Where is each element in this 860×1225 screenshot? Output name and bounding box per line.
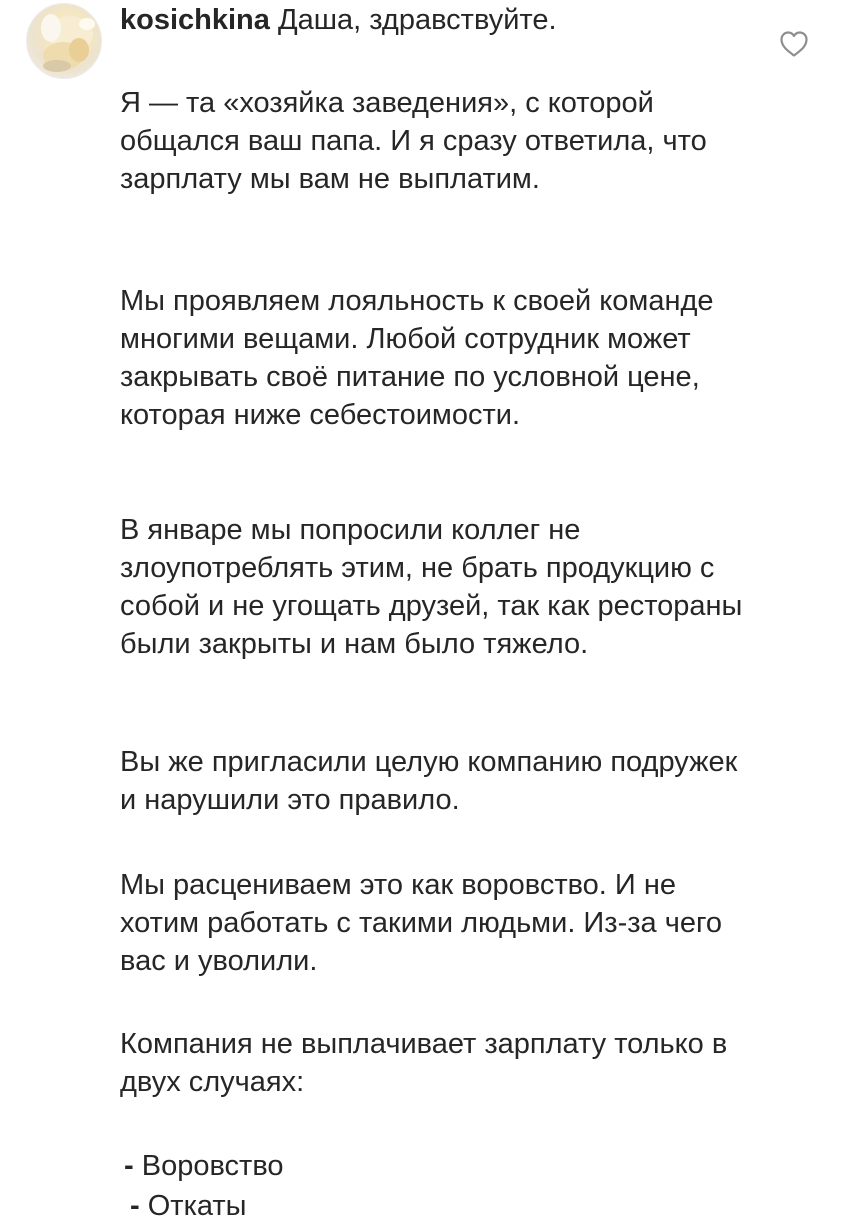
heart-outline-icon[interactable] bbox=[779, 30, 809, 58]
avatar[interactable] bbox=[26, 3, 102, 79]
comment-header bbox=[120, 0, 557, 40]
list-bullet: - bbox=[130, 1190, 140, 1222]
comment-paragraph: Компания не выплачивает зарплату только в двух случаях: bbox=[120, 1028, 728, 1098]
list-item-text: Воровство bbox=[141, 1150, 284, 1182]
comment-paragraph: Мы проявляем лояльность к своей команде многими вещами. Любой сотрудник может закрывать своё питание по условной цене, которая ниже себестоимости. bbox=[120, 285, 714, 431]
comment-paragraph: Вы же пригласили целую компанию подружек и нарушили это правило. bbox=[120, 746, 738, 816]
list-item bbox=[124, 1147, 284, 1185]
comment-paragraph: В январе мы попросили коллег не злоупотреблять этим, не брать продукцию с собой и не угощать друзей, так как рестораны были закрыты и нам было тяжело. bbox=[120, 514, 743, 660]
list-item bbox=[130, 1187, 247, 1225]
comment-paragraph: Мы расцениваем это как воровство. И не хотим работать с такими людьми. Из-за чего вас и уволили. bbox=[120, 869, 723, 977]
comment-paragraph: Я — та «хозяйка заведения», с которой общался ваш папа. И я сразу ответила, что зарплату мы вам не выплатим. bbox=[120, 87, 707, 195]
username-link[interactable]: kosichkina bbox=[120, 4, 270, 36]
comment-greeting: Даша, здравствуйте. bbox=[277, 4, 557, 36]
avatar-photo bbox=[27, 4, 101, 78]
list-bullet: - bbox=[124, 1150, 134, 1182]
list-item-text: Откаты bbox=[147, 1190, 247, 1222]
